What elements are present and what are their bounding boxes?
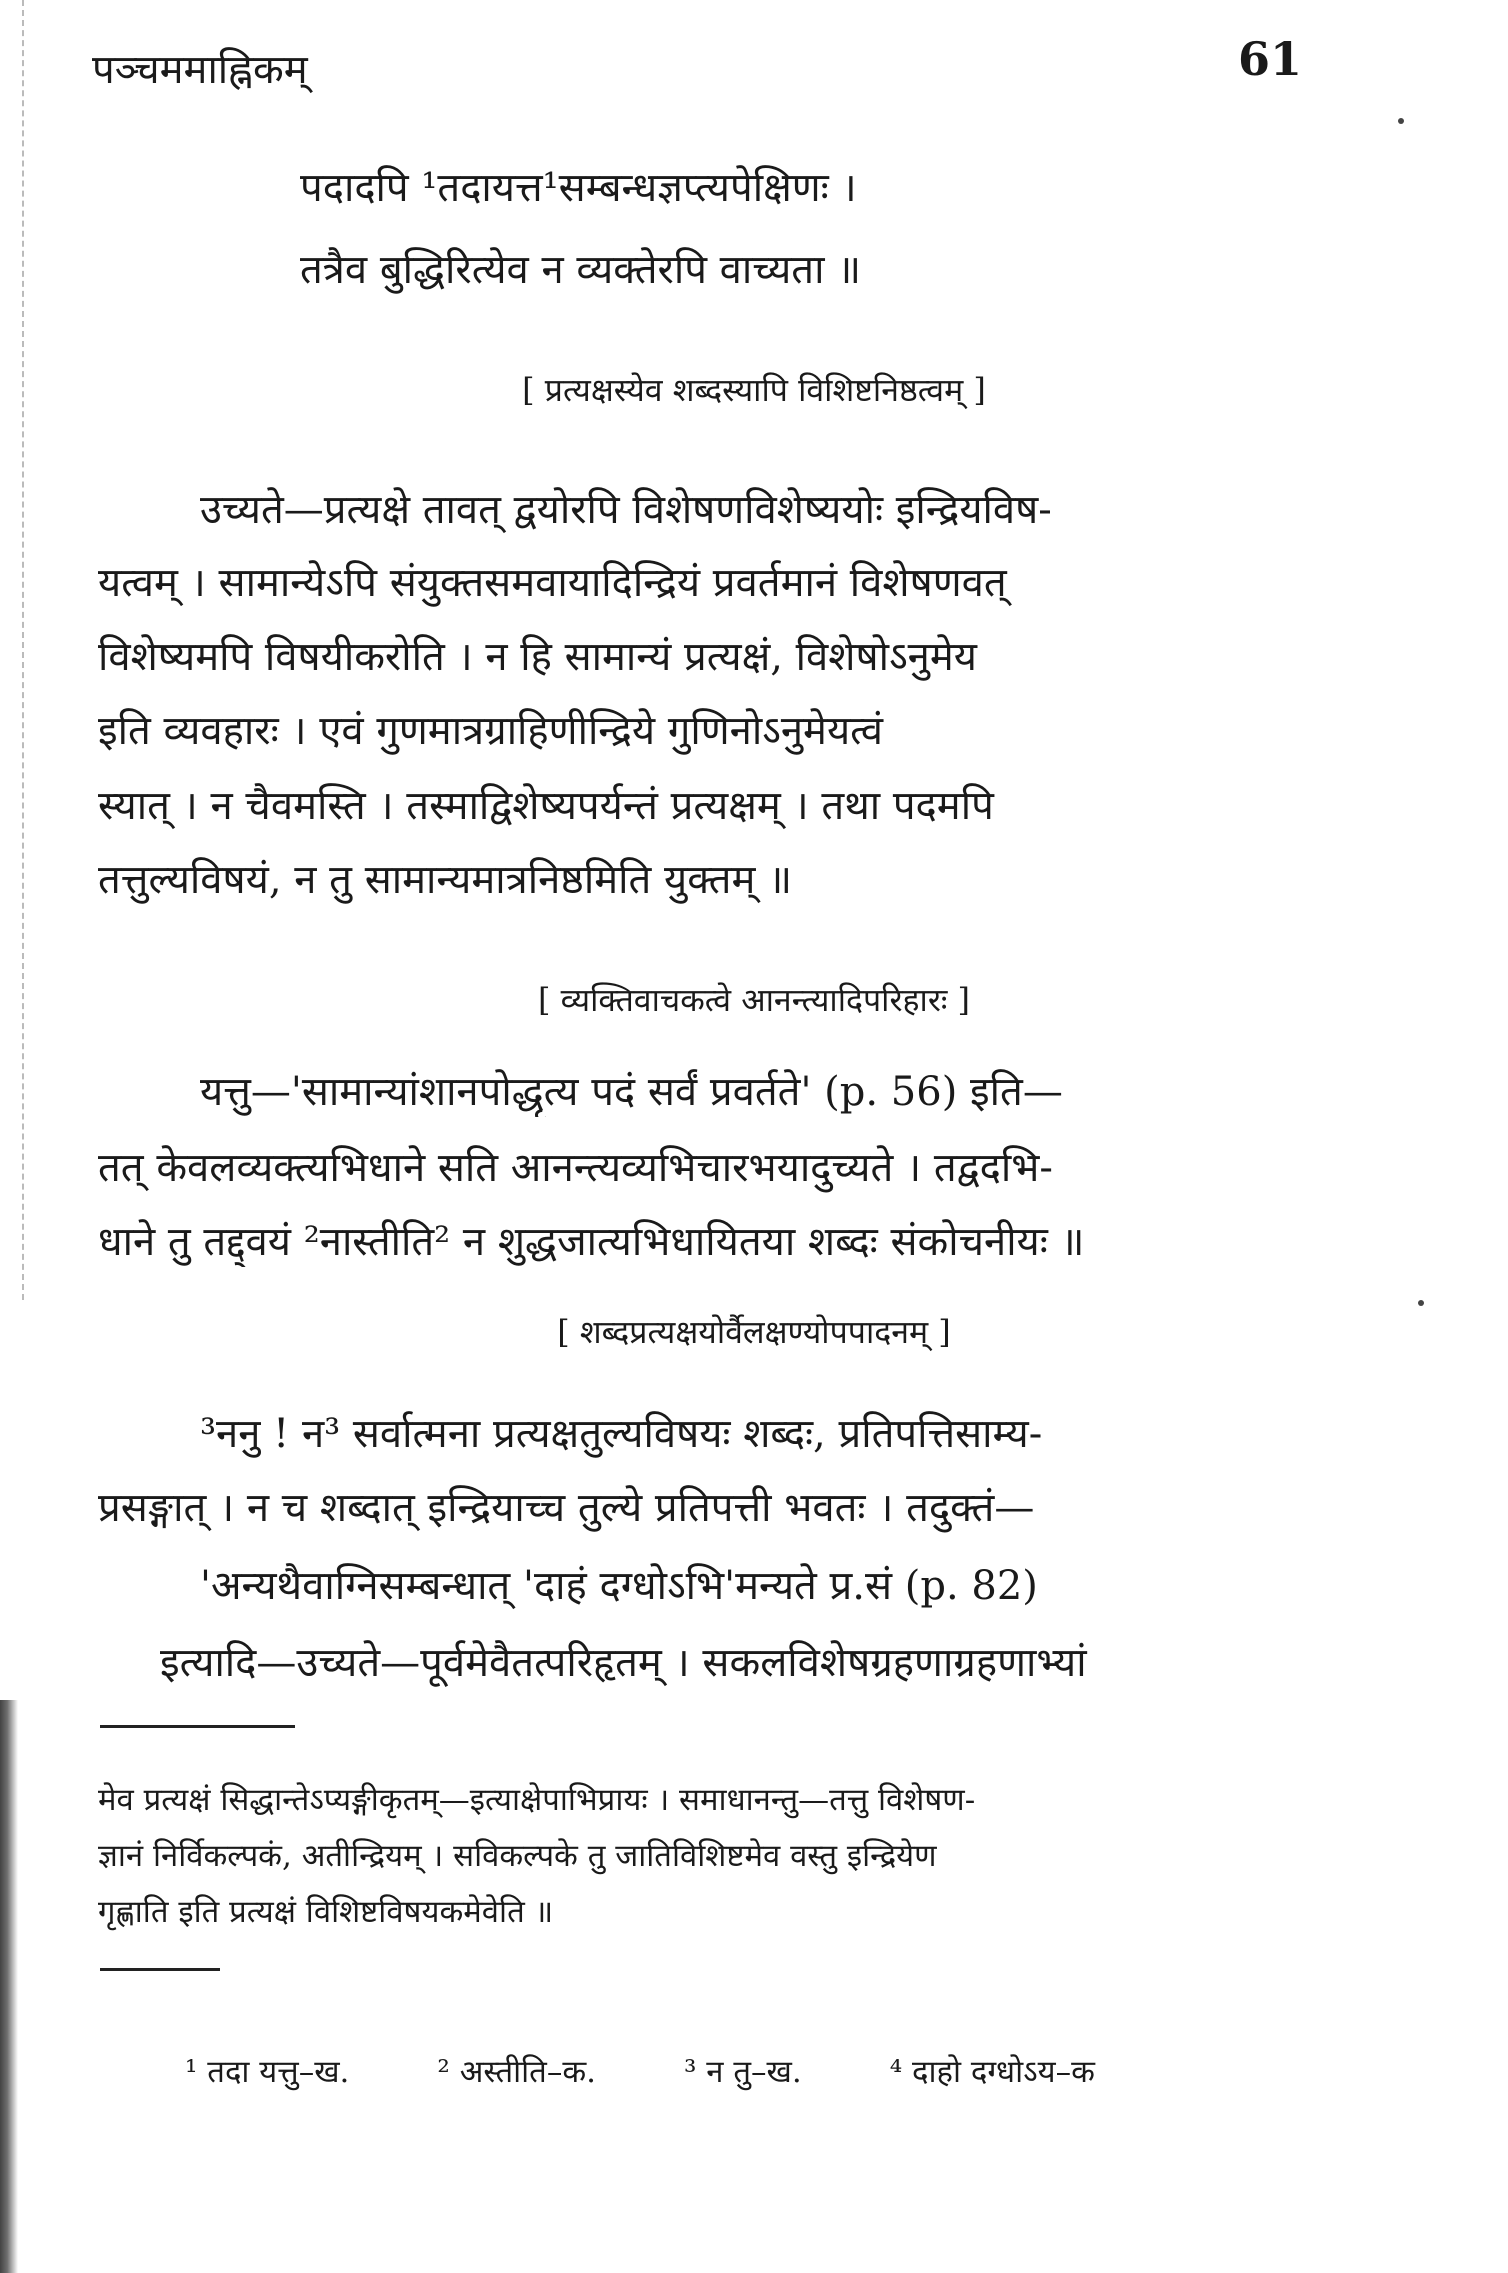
variant-reading: ⁴ दाहो दग्धोऽय–क xyxy=(889,2054,1095,2090)
paragraph-line: धाने तु तद्द्वयं ²नास्तीति² न शुद्धजात्यभिधायितया शब्दः संकोचनीयः ॥ xyxy=(98,1219,1085,1265)
section-heading-3: [ शब्दप्रत्यक्षयोर्वैलक्षण्योपपादनम् ] xyxy=(557,1313,951,1351)
page-number: 61 xyxy=(1238,32,1303,86)
scan-speck xyxy=(1418,1300,1424,1306)
footnote-line: गृह्णाति इति प्रत्यक्षं विशिष्टविषयकमेवेति ॥ xyxy=(98,1894,554,1930)
verse-line-2: तत्रैव बुद्धिरित्येव न व्यक्तेरपि वाच्यता ॥ xyxy=(300,247,862,293)
paragraph-line: तत्तुल्यविषयं, न तु सामान्यमात्रनिष्ठमिति युक्तम् ॥ xyxy=(98,857,793,903)
section-heading-2: [ व्यक्तिवाचकत्वे आनन्त्यादिपरिहारः ] xyxy=(537,981,971,1019)
paragraph-line: 'अन्यथैवाग्निसम्बन्धात् 'दाहं दग्धोऽभि'मन्यते प्र.सं (p. 82) xyxy=(200,1563,1038,1609)
section-heading-1: [ प्रत्यक्षस्येव शब्दस्यापि विशिष्टनिष्ठत्वम् ] xyxy=(522,371,986,409)
paragraph-line: उच्यते—प्रत्यक्षे तावत् द्वयोरपि विशेषणविशेष्ययोः इन्द्रियविष- xyxy=(200,487,1052,533)
paragraph-line: स्यात् । न चैवमस्ति । तस्माद्विशेष्यपर्यन्तं प्रत्यक्षम् । तथा पदमपि xyxy=(98,783,994,829)
scan-speck xyxy=(1398,118,1404,124)
paragraph-line: इति व्यवहारः । एवं गुणमात्रग्राहिणीन्द्रिये गुणिनोऽनुमेयत्वं xyxy=(98,708,884,754)
footnote-separator xyxy=(100,1725,295,1728)
variant-separator xyxy=(100,1968,220,1971)
scan-spine-shadow xyxy=(0,1700,18,2273)
footnote-line: ज्ञानं निर्विकल्पकं, अतीन्द्रियम् । सविकल्पके तु जातिविशिष्टमेव वस्तु इन्द्रियेण xyxy=(98,1838,937,1874)
scan-margin-line xyxy=(22,0,24,1300)
variant-readings xyxy=(185,2050,1305,2092)
paragraph-line: इत्यादि—उच्यते—पूर्वमेवैतत्परिहृतम् । सकलविशेषग्रहणाग्रहणाभ्यां xyxy=(160,1640,1087,1686)
paragraph-line: यत्वम् । सामान्येऽपि संयुक्तसमवायादिन्द्रियं प्रवर्तमानं विशेषणवत् xyxy=(98,560,1007,606)
footnote-line: मेव प्रत्यक्षं सिद्धान्तेऽप्यङ्गीकृतम्—इत्याक्षेपाभिप्रायः । समाधानन्तु—तत्तु विशेषण- xyxy=(98,1782,976,1818)
paragraph-line: तत् केवलव्यक्त्यभिधाने सति आनन्त्यव्यभिचारभयादुच्यते । तद्वदभि- xyxy=(98,1145,1053,1191)
running-title: पञ्चममाह्निकम् xyxy=(92,47,308,93)
variant-reading: ³ न तु–ख. xyxy=(684,2054,802,2090)
paragraph-line: यत्तु—'सामान्यांशानपोद्धृत्य पदं सर्वं प्रवर्तते' (p. 56) इति— xyxy=(200,1069,1063,1115)
paragraph-line: विशेष्यमपि विषयीकरोति । न हि सामान्यं प्रत्यक्षं, विशेषोऽनुमेय xyxy=(98,634,977,680)
variant-reading: ¹ तदा यत्तु–ख. xyxy=(185,2054,350,2090)
paragraph-line: ³ननु ! न³ सर्वात्मना प्रत्यक्षतुल्यविषयः शब्दः, प्रतिपत्तिसाम्य- xyxy=(200,1411,1043,1457)
variant-reading: ² अस्तीति–क. xyxy=(437,2054,597,2090)
paragraph-line: प्रसङ्गात् । न च शब्दात् इन्द्रियाच्च तुल्ये प्रतिपत्ती भवतः । तदुक्तं— xyxy=(98,1485,1035,1531)
verse-line-1: पदादपि ¹तदायत्त¹सम्बन्धज्ञप्त्यपेक्षिणः । xyxy=(300,165,857,211)
